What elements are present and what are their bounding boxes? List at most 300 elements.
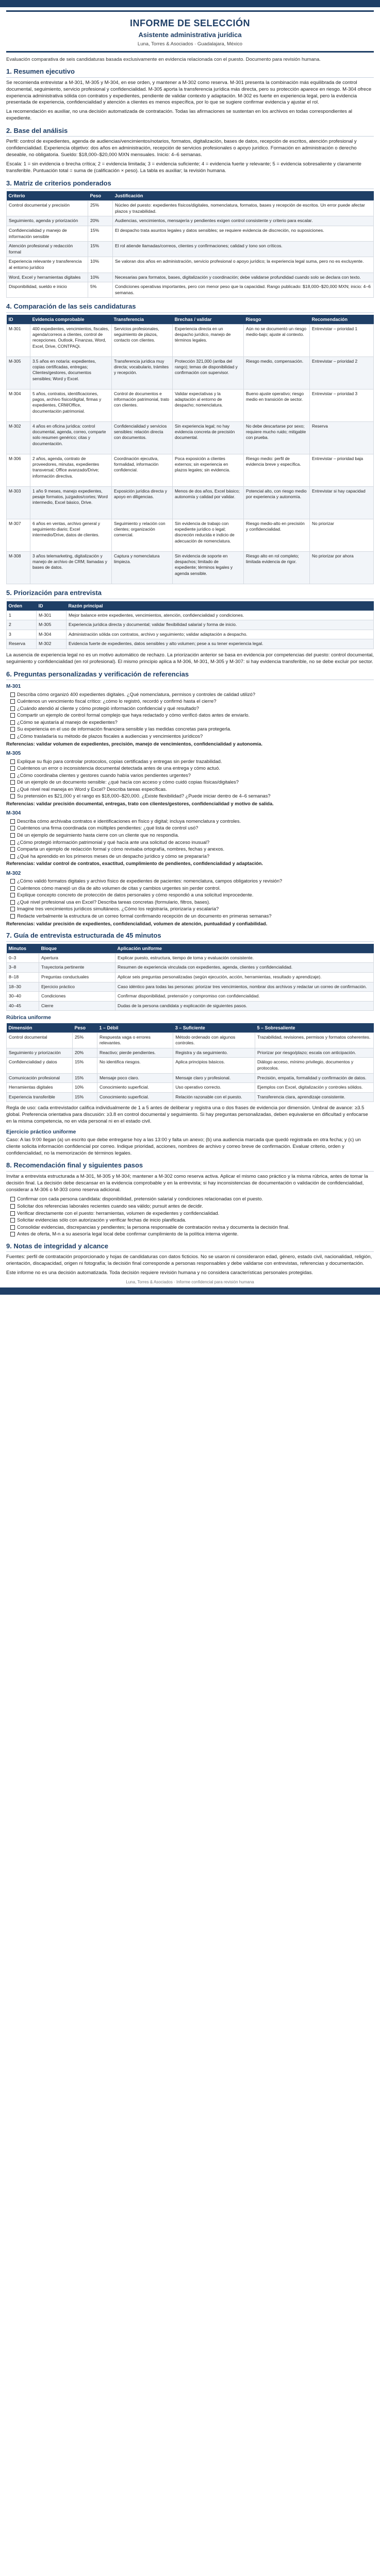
comparison-cell: Entrevistar – prioridad 3 (310, 389, 374, 422)
question-text: Dé un ejemplo de seguimiento hasta cierre con un cliente que no respondía. (17, 833, 179, 838)
matrix-cell: Disponibilidad, sueldo e inicio (7, 282, 88, 298)
priority-header-id: ID (37, 601, 67, 611)
next-step-text: Consolidar evidencias, discrepancias y pendientes; la persona responsable de contratación revisa y documenta la decisión final. (17, 1224, 290, 1230)
section-title-comparison: 4. Comparación de las seis candidaturas (6, 302, 374, 313)
priority-cell: M-304 (37, 630, 67, 639)
report-subtitle: Asistente administrativa jurídica (138, 31, 242, 39)
checkbox-icon[interactable] (10, 699, 15, 704)
priority-cell: Administración sólida con contratos, archivo y seguimiento; validar adaptación a despacho. (67, 630, 374, 639)
question-item (10, 913, 374, 920)
rubric-cell: 25% (73, 1032, 97, 1048)
matrix-cell: Control documental y precisión (7, 201, 88, 216)
comparison-cell: Entrevistar – prioridad baja (310, 454, 374, 487)
comparison-cell: Control de documentos e información patrimonial, trato con clientes. (112, 389, 173, 422)
base-paragraph-2: Escala: 1 = sin evidencia o brecha crítica; 2 = evidencia limitada; 3 = evidencia suficiente; 4 = evidencia fuerte y relevante; 5 = evidencia sobresaliente y claramente transferible. Puntuación total = suma de (calificación × peso). La tabla es auxiliar; la revisión humana. (6, 161, 361, 174)
bottom-accent-bar (0, 1287, 380, 1295)
guide-header-application: Aplicación uniforme (115, 944, 374, 954)
priority-cell: M-301 (37, 611, 67, 620)
table-row (7, 1083, 374, 1093)
table-row (7, 611, 374, 620)
comparison-cell: No debe descartarse por sexo; requiere mucho ruido; mitigable con prueba. (244, 422, 310, 454)
comparison-cell: Entrevistar si hay capacidad (310, 487, 374, 519)
question-item (10, 765, 374, 772)
table-row (7, 389, 374, 422)
matrix-cell: 10% (88, 273, 113, 282)
rubric-cell: Trazabilidad, revisiones, permisos y formatos coherentes. (255, 1032, 373, 1048)
matrix-cell: 5% (88, 282, 113, 298)
comparison-cell: 4 años en oficina jurídica: control documental, agenda, correo, comparte solo resumen genérico; citas y documentación. (30, 422, 112, 454)
question-item (10, 705, 374, 712)
rubric-cell: 20% (73, 1048, 97, 1058)
checkbox-icon[interactable] (10, 734, 15, 739)
question-item (10, 906, 374, 912)
checkbox-icon[interactable] (10, 907, 15, 911)
next-step-text: Verificar directamente con el puesto: herramientas, volumen de expedientes y confidencialidad. (17, 1210, 220, 1216)
priority-header-order: Orden (7, 601, 37, 611)
question-text: Describa cómo organizó 400 expedientes digitales. ¿Qué nomenclatura, permisos y controles de calidad utilizó? (17, 691, 255, 697)
guide-cell: Confirmar disponibilidad, pretensión y compromiso con confidencialidad. (115, 992, 374, 1002)
checkbox-icon[interactable] (10, 886, 15, 891)
intro-text: Evaluación comparativa de seis candidaturas basada exclusivamente en evidencia relacionada con el puesto. Documento para revisión humana. (6, 56, 321, 62)
rubric-header-weak: 1 – Débil (97, 1023, 173, 1033)
comparison-cell: 1 año 9 meses, manejo expedientes, pesaje formatos, juzgados/cortes; Word intermedio, Excel básico, Drive. (30, 487, 112, 519)
comparison-cell: Riesgo alto en rol completo; limitada evidencia de rigor. (244, 552, 310, 584)
table-row (7, 963, 374, 973)
question-text: Su pretensión es $21,000 y el rango es $18,000–$20,000. ¿Existe flexibilidad? ¿Puede iniciar dentro de 4–6 semanas? (17, 793, 271, 799)
rubric-cell: Mensaje poco claro. (97, 1073, 173, 1083)
section-title-matrix: 3. Matriz de criterios ponderados (6, 179, 374, 190)
question-text: ¿Cómo se ajustaría al manejo de expedientes? (17, 719, 118, 725)
question-text: ¿Cómo coordinaba clientes y gestores cuando había varios pendientes urgentes? (17, 772, 191, 778)
next-step-text: Confirmar con cada persona candidata: disponibilidad, pretensión salarial y condiciones relacionadas con el puesto. (17, 1196, 263, 1202)
comparison-cell: Servicios profesionales, seguimiento de plazos, contacto con clientes. (112, 325, 173, 357)
comparison-header-risk: Riesgo (244, 315, 310, 325)
references-note: Referencias: validar control de contratos, exactitud, cumplimiento de pendientes, confidencialidad y adaptación. (6, 861, 263, 867)
priority-cell: Reserva (7, 639, 37, 649)
rubric-cell: Diálogo acceso, mínimo privilegio, documentos y protocolos. (255, 1058, 373, 1073)
question-text: ¿Cuándo atendió al cliente y cómo protegió información confidencial y qué resultado? (17, 705, 199, 711)
next-step-item (10, 1231, 374, 1238)
comparison-cell: Potencial alto, con riesgo medio por experiencia y autonomía. (244, 487, 310, 519)
table-row (7, 552, 374, 584)
checkbox-icon[interactable] (10, 780, 15, 785)
comparison-cell: No priorizar (310, 519, 374, 552)
question-group-m302 (6, 870, 374, 927)
comparison-header-recommendation: Recomendación (310, 315, 374, 325)
exercise-title: Ejercicio práctico uniforme (6, 1128, 76, 1135)
question-item (10, 892, 374, 899)
next-step-text: Solicitar dos referencias laborales recientes cuando sea válido; pursuit antes de decidir. (17, 1203, 203, 1209)
comparison-cell: 3.5 años en notaría: expedientes, copias certificadas, entregas; Clientes/gestores, documentos sensibles; Word y Excel. (30, 357, 112, 389)
question-item (10, 772, 374, 779)
question-text: Describa cómo archivaba contratos e identificaciones en físico y digital; incluya nomenclatura y controles. (17, 818, 241, 824)
guide-cell: Explicar puesto, estructura, tiempo de toma y evaluación consistente. (115, 953, 374, 963)
table-row (7, 325, 374, 357)
comparison-cell: M-305 (7, 357, 30, 389)
matrix-cell: 10% (88, 257, 113, 273)
base-paragraph-1: Perfil: control de expedientes, agenda de audiencias/vencimientos/notarios, formatos, digitalización, bases de datos, recepción de escritos, atención profesional y confidencialidad. Experiencia objetivo: dos años en administración, recepción de servicios profesionales o apoyo jurídico. Formación en administración o derecho deseable, no obligatoria. Sueldo: $18,000–$20,000 MXN mensuales. Inicio: 4–6 semanas. (6, 139, 357, 158)
section-title-summary: 1. Resumen ejecutivo (6, 67, 374, 78)
matrix-cell: Núcleo del puesto: expedientes físicos/digitales, nomenclatura, formatos, bases y recepción de escritos. Un error puede afectar plazos y trazabilidad. (113, 201, 374, 216)
matrix-cell: 20% (88, 216, 113, 226)
question-item (10, 786, 374, 793)
question-text: ¿Qué ha aprendido en los primeros meses de un despacho jurídico y cómo se prepararía? (17, 853, 210, 859)
matrix-header-weight: Peso (88, 191, 113, 201)
table-row (7, 972, 374, 982)
guide-header-minutes: Minutos (7, 944, 39, 954)
rubric-cell: Control documental (7, 1032, 73, 1048)
comparison-cell: Riesgo medio, compensación. (244, 357, 310, 389)
rubric-cell: 15% (73, 1058, 97, 1073)
table-row (7, 982, 374, 992)
comparison-cell: Confidencialidad y servicios sensibles: relación directa con documentos. (112, 422, 173, 454)
matrix-cell: Necesarias para formatos, bases, digitalización y coordinación; debe validarse profundidad cuando solo se declara con texto. (113, 273, 374, 282)
checkbox-icon[interactable] (10, 914, 15, 919)
matrix-cell: Atención profesional y redacción formal (7, 242, 88, 257)
next-step-item (10, 1196, 374, 1202)
rubric-cell: Precisión, empatía, formalidad y confirmación de datos. (255, 1073, 373, 1083)
question-item (10, 698, 374, 705)
table-row (7, 620, 374, 630)
guide-cell: Ejercicio práctico (39, 982, 115, 992)
comparison-cell: M-303 (7, 487, 30, 519)
guide-cell: Aplicar seis preguntas personalizadas (según ejecución, acción, herramientas, resultado y aprendizaje). (115, 972, 374, 982)
rubric-cell: Seguimiento y priorización (7, 1048, 73, 1058)
table-row (7, 992, 374, 1002)
section-title-integrity: 9. Notas de integridad y alcance (6, 1242, 374, 1252)
question-item (10, 899, 374, 906)
question-text: Redacte verbalmente la estructura de un correo formal confirmando recepción de un documento en primeras semanas? (17, 913, 272, 919)
table-row (7, 639, 374, 649)
comparison-cell: Sin evidencia de trabajo con expediente jurídico o legal; discreción reducida e indicio de adecuación de nomenclatura. (173, 519, 244, 552)
priority-table (6, 601, 374, 650)
priority-cell: Mejor balance entre expedientes, vencimientos, atención, confidencialidad y condiciones. (67, 611, 374, 620)
section-title-priority: 5. Priorización para entrevista (6, 588, 374, 599)
summary-paragraph-1: Se recomienda entrevistar a M-301, M-305 y M-304, en ese orden, y mantener a M-302 como reserva. M-301 presenta la combinación más equilibrada de control documental, seguimiento, servicio profesional y confidencialidad. M-305 aporta la transferencia jurídica más directa, pero su protección aparece en riesgo. M-304 ofrece experiencia administrativa sólida con contratos y expedientes, pendiente de validar contexto y adaptación. M-302 es fuerte en experiencia legal, pero la evidencia presentada de experiencia, confidencialidad y atención a clientes es menos específica, por lo que se sugiere confirmar evidencia y ajustar el rol. (6, 80, 372, 106)
table-row (7, 257, 374, 273)
comparison-cell: Entrevistar – prioridad 2 (310, 357, 374, 389)
question-item (10, 832, 374, 839)
comparison-cell: Riesgo medio: perfil de evidencia breve y específica. (244, 454, 310, 487)
comparison-cell: 2 años, agenda, contrato de proveedores, minutas, expedientes transversal; Office avanzado/Drive; información directiva. (30, 454, 112, 487)
section-title-base: 2. Base del análisis (6, 126, 374, 137)
checkbox-icon[interactable] (10, 893, 15, 897)
comparison-cell: Aún no se documentó un riesgo medio-bajo; ajuste al contexto. (244, 325, 310, 357)
next-step-item (10, 1210, 374, 1217)
guide-cell: Preguntas conductuales (39, 972, 115, 982)
rubric-header-dimension: Dimensión (7, 1023, 73, 1033)
matrix-cell: El rol atiende llamadas/correos, clientes y confirmaciones; calidad y tono son críticos. (113, 242, 374, 257)
section-title-final: 8. Recomendación final y siguientes pasos (6, 1161, 374, 1172)
priority-cell: 2 (7, 620, 37, 630)
checkbox-icon[interactable] (10, 840, 15, 845)
priority-cell: M-302 (37, 639, 67, 649)
question-text: ¿Qué nivel real maneja en Word y Excel? Describa tareas específicas. (17, 786, 167, 792)
question-item (10, 758, 374, 765)
matrix-header-criterion: Criterio (7, 191, 88, 201)
section-title-questions: 6. Preguntas personalizadas y verificación de referencias (6, 670, 374, 681)
comparison-header-transfer: Transferencia (112, 315, 173, 325)
matrix-cell: Audiencias, vencimientos, mensajería y pendientes exigen control consistente y criterio para escalar. (113, 216, 374, 226)
table-row (7, 1092, 374, 1102)
checkbox-icon[interactable] (10, 1225, 15, 1230)
question-text: Dé un ejemplo de un documento sensible: ¿qué hacía con acceso y cómo cuidó copias físicas/digitales? (17, 779, 239, 785)
question-item (10, 885, 374, 892)
priority-cell: M-305 (37, 620, 67, 630)
report-content (0, 53, 380, 1287)
references-note: Referencias: validar volumen de expedientes, precisión, manejo de vencimientos, confidencialidad y autonomía. (6, 741, 263, 747)
priority-cell: Experiencia jurídica directa y documental; validar flexibilidad salarial y forma de inicio. (67, 620, 374, 630)
question-item (10, 691, 374, 698)
comparison-cell: Entrevistar – prioridad 1 (310, 325, 374, 357)
rubric-cell: Conocimiento superficial. (97, 1092, 173, 1102)
next-step-text: Solicitar evidencias sólo con autorización y verificar fechas de inicio planificada. (17, 1217, 187, 1223)
question-item (10, 779, 374, 786)
checkbox-icon[interactable] (10, 794, 15, 799)
guide-cell: Trayectoria pertinente (39, 963, 115, 973)
comparison-cell: Exposición jurídica directa y apoyo en diligencias. (112, 487, 173, 519)
comparison-cell: No priorizar por ahora (310, 552, 374, 584)
comparison-cell: Seguimiento y relación con clientes; organización comercial. (112, 519, 173, 552)
guide-cell: Condiciones (39, 992, 115, 1002)
matrix-cell: Word, Excel y herramientas digitales (7, 273, 88, 282)
question-group-title: M-304 (6, 810, 21, 817)
checkbox-icon[interactable] (10, 787, 15, 792)
comparison-cell: Protección 321,000 (arriba del rango); temas de disponibilidad y confirmación con supervisor. (173, 357, 244, 389)
comparison-header-gaps: Brechas / validar (173, 315, 244, 325)
exercise-text: Caso: A las 9:00 llegan (a) un escrito que debe entregarse hoy a las 13:00 y falta un anexo; (b) una audiencia marcada que quedó registrada en otra fecha; y (c) un cliente solicita información confidencial por correo. Indique prioridad, acciones, nombres de archivo y correo breve de confirmación. Evaluar criterio, orden y confidencialidad, no la memorización de términos legales. (6, 1137, 361, 1156)
checkbox-icon[interactable] (10, 1232, 15, 1236)
question-text: Cuéntenos un error o inconsistencia documental detectada antes de una entrega y cómo actuó. (17, 766, 220, 771)
matrix-cell: Confidencialidad y manejo de información sensible (7, 226, 88, 241)
rubric-cell: Método ordenado con algunos controles. (173, 1032, 255, 1048)
guide-cell: Dudas de la persona candidata y explicación de siguientes pasos. (115, 1001, 374, 1011)
checkbox-icon[interactable] (10, 692, 15, 697)
rubric-header-weight: Peso (73, 1023, 97, 1033)
guide-cell: 30–40 (7, 992, 39, 1002)
guide-cell: 3–8 (7, 963, 39, 973)
question-text: Cuéntenos cómo manejó un día de alto volumen de citas y cambios urgentes sin perder control. (17, 885, 221, 891)
summary-paragraph-2: La recomendación es auxiliar, no una decisión automatizada de contratación. Todas las afirmaciones se sustentan en los archivos en todas correspondientes al expediente. (6, 109, 353, 122)
rubric-cell: Ejemplos con Excel, digitalización y controles sólidos. (255, 1083, 373, 1093)
checkbox-icon[interactable] (10, 706, 15, 711)
next-step-text: Antes de oferta, M-n a su asesoría legal local debe confirmar cumplimiento de la política interna vigente. (17, 1231, 239, 1237)
checkbox-icon[interactable] (10, 854, 15, 859)
table-row (7, 1058, 374, 1073)
matrix-cell: 25% (88, 201, 113, 216)
rubric-cell: 15% (73, 1092, 97, 1102)
comparison-cell: 400 expedientes, vencimientos, fiscales, agenda/correos a clientes, control de recepciones. Outlook, Finanzas, Word, Excel, Drive, CONTPAQi. (30, 325, 112, 357)
question-item (10, 853, 374, 860)
comparison-cell: M-307 (7, 519, 30, 552)
guide-cell: Resumen de experiencia vinculada con expedientes, agenda, clientes y confidencialidad. (115, 963, 374, 973)
comparison-cell: Poca exposición a clientes externos; sin experiencia en plazos legales; sin evidencia. (173, 454, 244, 487)
comparison-cell: Riesgo medio-alto en precisión y confidencialidad. (244, 519, 310, 552)
rubric-header-sufficient: 3 – Suficiente (173, 1023, 255, 1033)
guide-cell: 18–30 (7, 982, 39, 992)
comparison-cell: Sin experiencia legal; no hay evidencia concreta de precisión documental. (173, 422, 244, 454)
question-text: Explique su flujo para controlar protocolos, copias certificadas y entregas sin perder trazabilidad. (17, 758, 222, 764)
table-row (7, 1073, 374, 1083)
question-item (10, 712, 374, 719)
checkbox-icon[interactable] (10, 879, 15, 884)
rubric-cell: Mensaje claro y profesional. (173, 1073, 255, 1083)
question-text: ¿Cómo trasladaría su método de plazos fiscales a audiencias y vencimientos jurídicos? (17, 734, 203, 739)
guide-cell: 0–3 (7, 953, 39, 963)
checkbox-icon[interactable] (10, 826, 15, 831)
matrix-cell: Condiciones operativas importantes, pero con menor peso que la capacidad. Rango publicado: $18,000–$20,000 MXN; inicio: 4–6 semanas. (113, 282, 374, 298)
question-item (10, 825, 374, 832)
top-accent-bar (0, 0, 380, 7)
question-group-title: M-305 (6, 751, 21, 757)
rubric-title: Rúbrica uniforme (6, 1014, 51, 1021)
table-row (7, 487, 374, 519)
question-group-m301 (6, 683, 374, 747)
question-item (10, 719, 374, 726)
comparison-cell: Menos de dos años, Excel básico; autonomía y calidad por validar. (173, 487, 244, 519)
question-text: ¿Qué nivel profesional usa en Excel? Describa tareas concretas (formulario, filtros, bases). (17, 899, 210, 905)
page-footer: Luna, Torres & Asociados · Informe confidencial para revisión humana (126, 1279, 254, 1284)
checkbox-icon[interactable] (10, 773, 15, 778)
guide-cell: Caso idéntico para todas las personas: priorizar tres vencimientos, nombrar dos archivos y redactar un correo de confirmación. (115, 982, 374, 992)
table-row (7, 216, 374, 226)
rubric-cell: Confidencialidad y datos (7, 1058, 73, 1073)
checkbox-icon[interactable] (10, 720, 15, 725)
references-note: Referencias: validar precisión de expedientes, confidencialidad, volumen de atención, puntualidad y confiabilidad. (6, 921, 268, 926)
comparison-cell: Validar expectativas y la adaptación al entorno de despacho; nomenclatura. (173, 389, 244, 422)
rubric-table (6, 1023, 374, 1103)
priority-cell: 1 (7, 611, 37, 620)
guide-cell: Cierre (39, 1001, 115, 1011)
checkbox-icon[interactable] (10, 766, 15, 771)
comparison-header-evidence: Evidencia comprobable (30, 315, 112, 325)
question-group-m305 (6, 750, 374, 807)
comparison-cell: Experiencia directa en un despacho jurídico, manejo de términos legales. (173, 325, 244, 357)
guide-cell: 40–45 (7, 1001, 39, 1011)
rubric-cell: Reactivo; pierde pendientes. (97, 1048, 173, 1058)
table-row (7, 454, 374, 487)
checkbox-icon[interactable] (10, 759, 15, 764)
table-row (7, 201, 374, 216)
comparison-cell: Captura y nomenclatura limpieza. (112, 552, 173, 584)
checkbox-icon[interactable] (10, 713, 15, 718)
table-row (7, 1048, 374, 1058)
table-row (7, 242, 374, 257)
rubric-cell: Comunicación profesional (7, 1073, 73, 1083)
rubric-cell: No identifica riesgos. (97, 1058, 173, 1073)
checkbox-icon[interactable] (10, 833, 15, 838)
priority-cell: 3 (7, 630, 37, 639)
table-row (7, 226, 374, 241)
next-step-item (10, 1217, 374, 1224)
question-group-m304 (6, 810, 374, 867)
rubric-cell: 15% (73, 1073, 97, 1083)
comparison-cell: 6 años en ventas, archivo general y seguimiento diario; Excel intermedio/Drive, datos de clientes. (30, 519, 112, 552)
table-row (7, 273, 374, 282)
table-row (7, 953, 374, 963)
checkbox-icon[interactable] (10, 1211, 15, 1216)
next-step-item (10, 1203, 374, 1210)
rubric-header-outstanding: 5 – Sobresaliente (255, 1023, 373, 1033)
table-row (7, 422, 374, 454)
matrix-cell: Experiencia relevante y transferencia al entorno jurídico (7, 257, 88, 273)
priority-header-reason: Razón principal (67, 601, 374, 611)
question-text: Imagine tres vencimientos jurídicos simultáneos. ¿Cómo los registraría, priorizaría y escalaría? (17, 906, 219, 912)
table-row (7, 519, 374, 552)
rubric-cell: Uso operativo correcto. (173, 1083, 255, 1093)
question-text: Su experiencia en el uso de información financiera sensible y las medidas concretas para protegerla. (17, 726, 232, 732)
rubric-note: Regla de uso: cada entrevistador califica individualmente de 1 a 5 antes de deliberar y registra una o dos frases de evidencia por dimensión. Umbral de avance: ≥3.5 global. Preferencia orientativa para discusión: ≥3.8 en control documental y seguimiento. Si hay preguntas personalizadas, deben equivalerse en dificultad y enfocarse en la misma competencia, no en vida personal ni en el estado civil. (6, 1105, 368, 1125)
question-text: ¿Cómo validó formatos digitales y archivo físico de expedientes de pacientes: nomenclatura, campos obligatorios y revisión? (17, 878, 283, 884)
question-item (10, 846, 374, 853)
table-row (7, 1032, 374, 1048)
guide-cell: 8–18 (7, 972, 39, 982)
checkbox-icon[interactable] (10, 1218, 15, 1223)
comparison-header-id: ID (7, 315, 30, 325)
rubric-cell: Transferencia clara, aprendizaje consistente. (255, 1092, 373, 1102)
checkbox-icon[interactable] (10, 1197, 15, 1201)
question-item (10, 793, 374, 800)
rubric-cell: Relación razonable con el puesto. (173, 1092, 255, 1102)
question-item (10, 839, 374, 846)
comparison-cell: Transferencia jurídica muy directa; vocabulario, trámites y recepción. (112, 357, 173, 389)
rubric-cell: 10% (73, 1083, 97, 1093)
comparison-cell: M-304 (7, 389, 30, 422)
report-header (6, 10, 374, 53)
comparison-cell: Sin evidencia de soporte en despachos; limitado de expediente; términos legales y agenda sensible. (173, 552, 244, 584)
question-item (10, 818, 374, 825)
comparison-cell: 3 años telemarketing, digitalización y manejo de archivo de CRM; llamadas y bases de datos. (30, 552, 112, 584)
matrix-cell: El despacho trata asuntos legales y datos sensibles; se requiere evidencia de discreción, no suposiciones. (113, 226, 374, 241)
table-row (7, 1001, 374, 1011)
question-item (10, 733, 374, 740)
comparison-cell: M-301 (7, 325, 30, 357)
rubric-cell: Respuesta vaga o errores relevantes. (97, 1032, 173, 1048)
integrity-paragraph-1: Fuentes: perfil de contratación proporcionado y hojas de candidaturas con datos ficticios. No se usaron ni consideraron edad, género, estado civil, nacionalidad, religión, orientación, discapacidad, origen ni fotografía; la decisión final corresponde a personas responsables y debe validarse con entrevistas, referencias y documentación. (6, 1254, 372, 1267)
comparison-cell: Coordinación ejecutiva, formalidad, información confidencial. (112, 454, 173, 487)
question-text: Explique concepto concreto de protección de datos personales y cómo respondió a una solicitud improcedente. (17, 892, 254, 898)
question-text: Cuéntenos una firma coordinada con múltiples pendientes: ¿qué lista de control usó? (17, 825, 199, 831)
interview-guide-table (6, 944, 374, 1011)
matrix-cell: 15% (88, 242, 113, 257)
rubric-cell: Experiencia transferible (7, 1092, 73, 1102)
checkbox-icon[interactable] (10, 900, 15, 905)
criteria-matrix-table (6, 191, 374, 298)
question-text: Cuéntenos un vencimiento fiscal crítico: ¿cómo lo registró, recordó y confirmó hasta el cierre? (17, 699, 217, 704)
question-group-title: M-302 (6, 870, 21, 876)
final-paragraph: Invitar a entrevista estructurada a M-301, M-305 y M-304; mantener a M-302 como reserva activa. Aplicar el mismo caso práctico y la misma rúbrica, antes de tomar la decisión final. La decisión debe descansar en la evidencia comprobable y en la entrevista; si hay inconsistencias de documentación o validación de confidencialidad, considerar a M-306 o M-303 como reserva adicional. (6, 1174, 368, 1193)
next-step-item (10, 1224, 374, 1231)
question-item (10, 726, 374, 733)
checkbox-icon[interactable] (10, 819, 15, 824)
table-row (7, 630, 374, 639)
integrity-paragraph-2: Este informe no es una decisión automatizada. Toda decisión requiere revisión humana y no considera características personales protegidas. (6, 1269, 313, 1276)
checkbox-icon[interactable] (10, 847, 15, 852)
question-item (10, 878, 374, 885)
comparison-cell: M-302 (7, 422, 30, 454)
checkbox-icon[interactable] (10, 727, 15, 732)
table-row (7, 357, 374, 389)
rubric-cell: Herramientas digitales (7, 1083, 73, 1093)
comparison-cell: M-308 (7, 552, 30, 584)
rubric-cell: Aplica principios básicos. (173, 1058, 255, 1073)
matrix-cell: Seguimiento, agenda y priorización (7, 216, 88, 226)
priority-cell: Evidencia fuerte de expedientes, datos sensibles y alto volumen; pese a su tener experiencia legal. (67, 639, 374, 649)
checkbox-icon[interactable] (10, 1204, 15, 1209)
candidate-comparison-table (6, 315, 374, 584)
priority-note: La ausencia de experiencia legal no es un motivo automático de rechazo. La priorización anterior se basa en evidencia por competencias del puesto: control documental, seguimiento y confidencialidad (en rol profesional). El mismo principio aplica a M-306, M-301, M-305 y M-307: si hay evidencia transferible, no se debe excluir por sector. (6, 652, 374, 665)
references-note: Referencias: validar precisión documental, entregas, trato con clientes/gestores, confidencialidad y motivo de salida. (6, 801, 274, 806)
